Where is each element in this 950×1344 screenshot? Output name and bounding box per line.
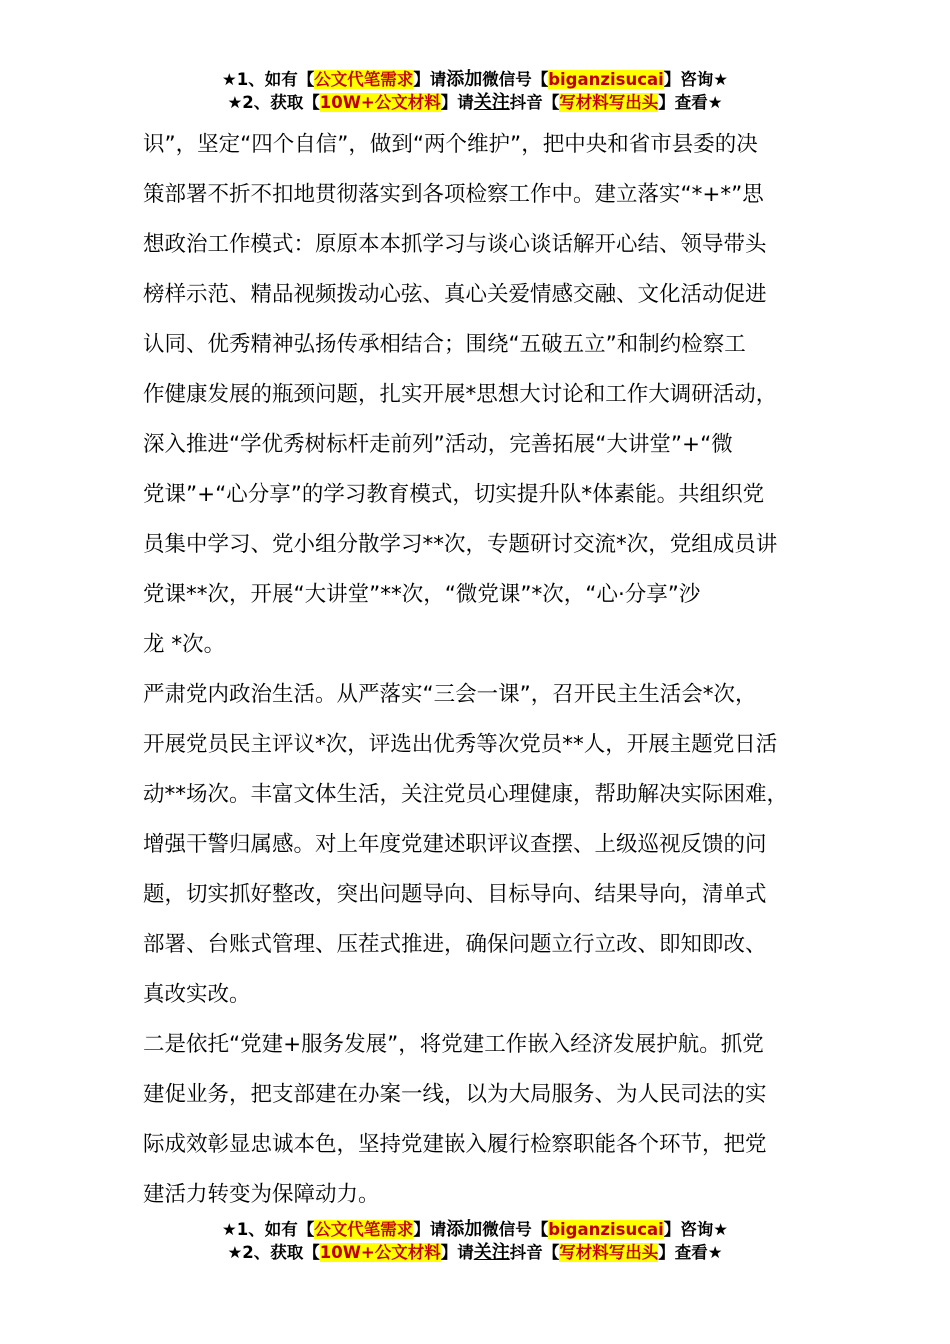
body-line: 识”，坚定“四个自信”，做到“两个维护”，把中央和省市县委的决 bbox=[143, 132, 758, 157]
banner-text: 】请 bbox=[413, 1220, 447, 1239]
highlight-text: 公文代笔需求 bbox=[314, 1220, 414, 1239]
banner-line-2 bbox=[0, 91, 950, 114]
body-line: 深入推进“学优秀树标杆走前列”活动，完善拓展“大讲堂”+“微 bbox=[143, 432, 733, 457]
banner-emphasis: 关注 bbox=[473, 92, 510, 113]
banner-text: 抖音【 bbox=[509, 1243, 560, 1262]
body-line: 党课**次，开展“大讲堂”**次，“微党课”*次，“心·分享”沙 bbox=[143, 582, 701, 607]
douyin-id-highlight: 写材料写出头 bbox=[559, 93, 659, 112]
wechat-id-highlight: biganzisucai bbox=[548, 1220, 664, 1239]
banner-text: 微信号【 bbox=[482, 70, 549, 89]
banner-text: 】咨询★ bbox=[663, 70, 729, 89]
body-line: 策部署不折不扣地贯彻落实到各项检察工作中。建立落实“*+*”思 bbox=[143, 182, 764, 207]
body-line: 动**场次。丰富文体生活，关注党员心理健康，帮助解决实际困难， bbox=[143, 782, 789, 807]
body-line: 想政治工作模式：原原本本抓学习与谈心谈话解开心结、领导带头 bbox=[143, 232, 767, 257]
banner-emphasis: 添加 bbox=[446, 69, 483, 90]
highlight-text: 公文代笔需求 bbox=[314, 70, 414, 89]
banner-text: 】请 bbox=[440, 93, 474, 112]
banner-text: 抖音【 bbox=[509, 93, 560, 112]
body-line: 作健康发展的瓶颈问题，扎实开展*思想大讨论和工作大调研活动， bbox=[143, 382, 778, 407]
body-line: 二是依托“党建+服务发展”，将党建工作嵌入经济发展护航。抓党 bbox=[143, 1032, 764, 1057]
body-line: 党课”+“心分享”的学习教育模式，切实提升队*体素能。共组织党 bbox=[143, 482, 765, 507]
body-line: 建活力转变为保障动力。 bbox=[143, 1182, 380, 1207]
body-line: 开展党员民主评议*次，评选出优秀等次党员**人，开展主题党日活 bbox=[143, 732, 778, 757]
banner-text: 】请 bbox=[413, 70, 447, 89]
banner-line-2 bbox=[0, 1241, 950, 1264]
banner-text: ★2、获取【 bbox=[227, 93, 320, 112]
banner-emphasis: 关注 bbox=[473, 1242, 510, 1263]
body-line: 龙 *次。 bbox=[143, 632, 226, 657]
banner-text: ★1、如有【 bbox=[221, 1220, 315, 1239]
wechat-id-highlight: biganzisucai bbox=[548, 70, 664, 89]
banner-text: 】咨询★ bbox=[663, 1220, 729, 1239]
banner-text: 】请 bbox=[440, 1243, 474, 1262]
body-line: 建促业务，把支部建在办案一线，以为大局服务、为人民司法的实 bbox=[143, 1082, 767, 1107]
body-line: 严肃党内政治生活。从严落实“三会一课”，召开民主生活会*次， bbox=[143, 682, 757, 707]
highlight-text: 10W+公文材料 bbox=[319, 1243, 441, 1262]
banner-emphasis: 添加 bbox=[446, 1219, 483, 1240]
body-line: 真改实改。 bbox=[143, 982, 251, 1007]
banner-line-1 bbox=[0, 1218, 950, 1241]
body-line: 际成效彰显忠诚本色，坚持党建嵌入履行检察职能各个环节，把党 bbox=[143, 1132, 767, 1157]
douyin-id-highlight: 写材料写出头 bbox=[559, 1243, 659, 1262]
body-line: 题，切实抓好整改，突出问题导向、目标导向、结果导向，清单式 bbox=[143, 882, 767, 907]
banner-text: 微信号【 bbox=[482, 1220, 549, 1239]
header-banner bbox=[0, 68, 950, 114]
banner-text: 】查看★ bbox=[658, 93, 723, 112]
body-line: 增强干警归属感。对上年度党建述职评议查摆、上级巡视反馈的问 bbox=[143, 832, 767, 857]
document-body bbox=[143, 120, 843, 1220]
banner-text: ★1、如有【 bbox=[221, 70, 315, 89]
highlight-text: 10W+公文材料 bbox=[319, 93, 441, 112]
body-line: 认同、优秀精神弘扬传承相结合；围绕“五破五立”和制约检察工 bbox=[143, 332, 746, 357]
banner-text: 】查看★ bbox=[658, 1243, 723, 1262]
body-line: 部署、台账式管理、压茬式推进，确保问题立行立改、即知即改、 bbox=[143, 932, 767, 957]
body-line: 榜样示范、精品视频拨动心弦、真心关爱情感交融、文化活动促进 bbox=[143, 282, 767, 307]
banner-text: ★2、获取【 bbox=[227, 1243, 320, 1262]
banner-line-1 bbox=[0, 68, 950, 91]
footer-banner bbox=[0, 1218, 950, 1264]
body-line: 员集中学习、党小组分散学习**次，专题研讨交流*次，党组成员讲 bbox=[143, 532, 778, 557]
